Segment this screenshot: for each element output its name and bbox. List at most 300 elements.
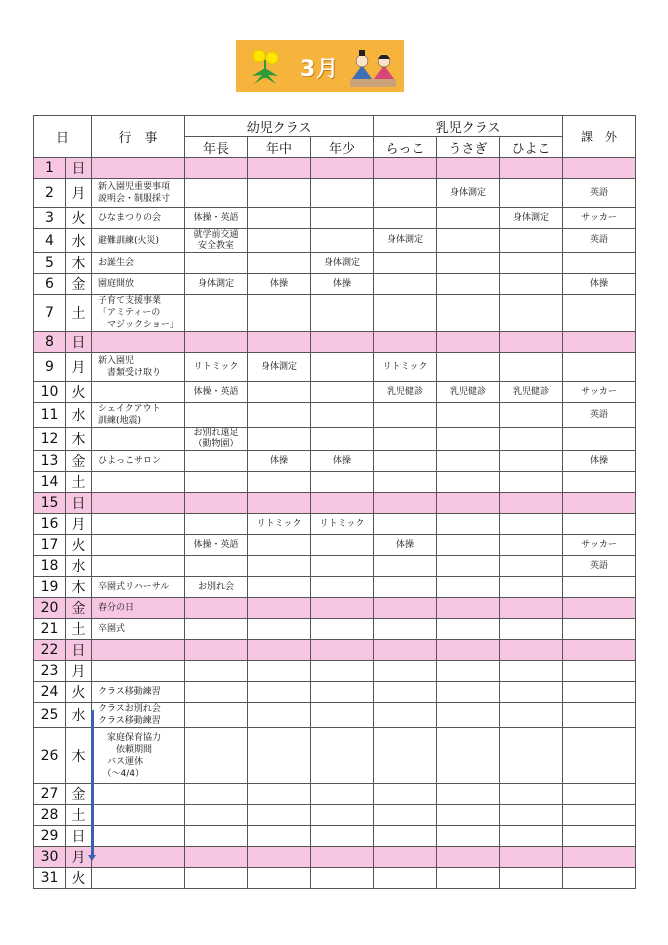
- weekday: 土: [66, 472, 92, 493]
- class-activity-cell: [374, 179, 437, 208]
- class-activity-cell: [248, 682, 311, 703]
- day-row: [34, 274, 636, 295]
- class-activity-cell: [500, 728, 563, 784]
- extracurricular-cell: [563, 158, 636, 179]
- class-activity-cell: [185, 728, 248, 784]
- day-number: 14: [34, 472, 66, 493]
- day-number: 25: [34, 703, 66, 728]
- class-activity-cell: [500, 703, 563, 728]
- class-activity-cell: [311, 556, 374, 577]
- class-activity-cell: [248, 472, 311, 493]
- class-activity-cell: [248, 598, 311, 619]
- class-activity-cell: [311, 784, 374, 805]
- weekday: 火: [66, 535, 92, 556]
- class-activity-cell: [185, 472, 248, 493]
- class-activity-cell: [437, 619, 500, 640]
- class-activity-cell: [500, 577, 563, 598]
- event-line: 卒園式: [98, 624, 126, 634]
- day-number: 8: [34, 332, 66, 353]
- class-activity-cell: [311, 332, 374, 353]
- weekday: 日: [66, 332, 92, 353]
- class-activity-cell: [437, 295, 500, 332]
- class-activity-cell: [437, 451, 500, 472]
- class-activity-cell: [248, 295, 311, 332]
- extracurricular-cell: [563, 703, 636, 728]
- extracurricular-cell: [563, 577, 636, 598]
- class-activity-cell: [185, 403, 248, 428]
- day-number: 19: [34, 577, 66, 598]
- class-activity-cell: [374, 826, 437, 847]
- class-activity-cell: [437, 472, 500, 493]
- header-class-nensho: 年少: [311, 137, 374, 158]
- event-cell: [92, 295, 185, 332]
- event-line: マジックショー」: [98, 320, 179, 330]
- weekday: 木: [66, 728, 92, 784]
- class-activity-cell: リトミック: [311, 514, 374, 535]
- class-activity-cell: [248, 556, 311, 577]
- class-activity-cell: [248, 493, 311, 514]
- class-activity-cell: [437, 728, 500, 784]
- class-activity-cell: [500, 826, 563, 847]
- day-row: [34, 640, 636, 661]
- class-activity-cell: [185, 295, 248, 332]
- extracurricular-cell: [563, 682, 636, 703]
- class-activity-cell: [185, 784, 248, 805]
- extracurricular-cell: [563, 428, 636, 451]
- event-cell: [92, 728, 185, 784]
- class-activity-cell: [248, 535, 311, 556]
- weekday: 日: [66, 640, 92, 661]
- class-activity-cell: [500, 640, 563, 661]
- event-cell: [92, 274, 185, 295]
- extracurricular-cell: [563, 253, 636, 274]
- class-activity-cell: [500, 493, 563, 514]
- class-activity-cell: 体操: [311, 274, 374, 295]
- class-activity-cell: [437, 208, 500, 229]
- event-line: 新入園児: [98, 356, 135, 366]
- day-number: 9: [34, 353, 66, 382]
- event-line: （～4/4）: [98, 768, 145, 779]
- class-activity-cell: [374, 428, 437, 451]
- weekday: 月: [66, 179, 92, 208]
- event-cell: [92, 472, 185, 493]
- class-activity-cell: [311, 535, 374, 556]
- class-activity-cell: 身体測定: [248, 353, 311, 382]
- day-row: [34, 353, 636, 382]
- day-row: [34, 826, 636, 847]
- event-cell: [92, 332, 185, 353]
- event-cell: [92, 868, 185, 889]
- day-number: 4: [34, 229, 66, 253]
- event-cell: [92, 640, 185, 661]
- class-activity-cell: [185, 179, 248, 208]
- header-class-hiyoko: ひよこ: [500, 137, 563, 158]
- class-activity-cell: お別れ遠足 （動物園）: [185, 428, 248, 451]
- day-row: [34, 208, 636, 229]
- header-class-nencho: 年長: [185, 137, 248, 158]
- event-cell: [92, 598, 185, 619]
- event-cell: [92, 805, 185, 826]
- extracurricular-cell: 体操: [563, 451, 636, 472]
- extracurricular-cell: サッカー: [563, 535, 636, 556]
- event-cell: [92, 661, 185, 682]
- day-number: 5: [34, 253, 66, 274]
- class-activity-cell: [500, 868, 563, 889]
- class-activity-cell: [437, 274, 500, 295]
- header-class-usagi: うさぎ: [437, 137, 500, 158]
- class-activity-cell: [185, 253, 248, 274]
- period-arrow-head: [88, 855, 96, 861]
- weekday: 火: [66, 868, 92, 889]
- class-activity-cell: [500, 179, 563, 208]
- event-line: お誕生会: [98, 258, 135, 268]
- class-activity-cell: [311, 868, 374, 889]
- extracurricular-cell: [563, 868, 636, 889]
- class-activity-cell: 乳児健診: [437, 382, 500, 403]
- class-activity-cell: リトミック: [248, 514, 311, 535]
- class-activity-cell: [248, 229, 311, 253]
- day-row: [34, 868, 636, 889]
- class-activity-cell: [437, 868, 500, 889]
- class-activity-cell: [374, 682, 437, 703]
- class-activity-cell: [311, 598, 374, 619]
- extracurricular-cell: [563, 514, 636, 535]
- extracurricular-cell: [563, 295, 636, 332]
- weekday: 金: [66, 451, 92, 472]
- class-activity-cell: [248, 253, 311, 274]
- event-line: 「アミティーの: [98, 308, 161, 318]
- header-class-rakko: らっこ: [374, 137, 437, 158]
- class-activity-cell: [500, 353, 563, 382]
- class-activity-cell: 身体測定: [311, 253, 374, 274]
- extracurricular-cell: [563, 784, 636, 805]
- class-activity-cell: [500, 619, 563, 640]
- day-number: 7: [34, 295, 66, 332]
- class-activity-cell: 体操: [248, 274, 311, 295]
- day-row: [34, 577, 636, 598]
- class-activity-cell: [374, 332, 437, 353]
- weekday: 日: [66, 158, 92, 179]
- month-banner: [236, 40, 404, 92]
- class-activity-cell: [311, 158, 374, 179]
- class-activity-cell: 体操・英語: [185, 535, 248, 556]
- class-activity-cell: [248, 784, 311, 805]
- event-cell: [92, 208, 185, 229]
- class-activity-cell: [437, 514, 500, 535]
- class-activity-cell: [500, 661, 563, 682]
- class-activity-cell: [374, 403, 437, 428]
- day-row: [34, 598, 636, 619]
- event-cell: [92, 158, 185, 179]
- class-activity-cell: [374, 274, 437, 295]
- class-activity-cell: [500, 556, 563, 577]
- event-line: シェイクアウト: [98, 404, 161, 414]
- weekday: 木: [66, 577, 92, 598]
- day-row: [34, 332, 636, 353]
- class-activity-cell: [248, 640, 311, 661]
- class-activity-cell: [248, 619, 311, 640]
- event-line: 説明会・制服採寸: [98, 194, 171, 204]
- class-activity-cell: [248, 428, 311, 451]
- day-number: 3: [34, 208, 66, 229]
- weekday: 火: [66, 382, 92, 403]
- header-class-nenchu: 年中: [248, 137, 311, 158]
- class-activity-cell: [248, 703, 311, 728]
- class-activity-cell: [374, 728, 437, 784]
- class-activity-cell: [248, 208, 311, 229]
- day-number: 30: [34, 847, 66, 868]
- class-activity-cell: [185, 868, 248, 889]
- class-activity-cell: [374, 805, 437, 826]
- event-line: 春分の日: [98, 603, 135, 613]
- day-row: [34, 703, 636, 728]
- extracurricular-cell: [563, 847, 636, 868]
- extracurricular-cell: [563, 728, 636, 784]
- day-row: [34, 253, 636, 274]
- schedule-table: [33, 115, 636, 889]
- class-activity-cell: [248, 847, 311, 868]
- weekday: 日: [66, 826, 92, 847]
- event-cell: [92, 428, 185, 451]
- event-line: クラス移動練習: [98, 687, 161, 697]
- class-activity-cell: 乳児健診: [500, 382, 563, 403]
- class-activity-cell: [500, 847, 563, 868]
- day-number: 12: [34, 428, 66, 451]
- event-cell: [92, 382, 185, 403]
- day-number: 18: [34, 556, 66, 577]
- day-row: [34, 847, 636, 868]
- class-activity-cell: 体操: [374, 535, 437, 556]
- extracurricular-cell: 英語: [563, 403, 636, 428]
- class-activity-cell: [374, 208, 437, 229]
- class-activity-cell: 身体測定: [500, 208, 563, 229]
- day-row: [34, 179, 636, 208]
- event-line: 依頼期間: [98, 744, 153, 755]
- class-activity-cell: [311, 826, 374, 847]
- class-activity-cell: [437, 353, 500, 382]
- class-activity-cell: [311, 640, 374, 661]
- class-activity-cell: [437, 598, 500, 619]
- class-activity-cell: [374, 847, 437, 868]
- class-activity-cell: [248, 826, 311, 847]
- class-activity-cell: [374, 158, 437, 179]
- hina-dolls-icon: [348, 45, 398, 89]
- extracurricular-cell: [563, 598, 636, 619]
- class-activity-cell: [185, 451, 248, 472]
- class-activity-cell: [500, 805, 563, 826]
- class-activity-cell: [500, 403, 563, 428]
- header-extracurricular: 課 外: [563, 116, 636, 158]
- header-infant-classes: 乳児クラス: [374, 116, 563, 137]
- weekday: 日: [66, 493, 92, 514]
- day-row: [34, 661, 636, 682]
- weekday: 月: [66, 847, 92, 868]
- day-row: [34, 493, 636, 514]
- class-activity-cell: [311, 728, 374, 784]
- weekday: 月: [66, 353, 92, 382]
- day-number: 13: [34, 451, 66, 472]
- weekday: 水: [66, 403, 92, 428]
- class-activity-cell: [185, 556, 248, 577]
- class-activity-cell: [248, 661, 311, 682]
- class-activity-cell: [437, 703, 500, 728]
- day-row: [34, 428, 636, 451]
- day-row: [34, 403, 636, 428]
- period-arrow-line: [91, 710, 94, 857]
- class-activity-cell: [500, 158, 563, 179]
- day-number: 16: [34, 514, 66, 535]
- weekday: 木: [66, 428, 92, 451]
- event-line: クラス移動練習: [98, 716, 161, 726]
- day-number: 10: [34, 382, 66, 403]
- class-activity-cell: [374, 661, 437, 682]
- header-day: 日: [34, 116, 92, 158]
- event-cell: [92, 619, 185, 640]
- weekday: 土: [66, 295, 92, 332]
- class-activity-cell: [437, 428, 500, 451]
- class-activity-cell: [374, 493, 437, 514]
- day-row: [34, 784, 636, 805]
- class-activity-cell: 乳児健診: [374, 382, 437, 403]
- header-event: 行 事: [92, 116, 185, 158]
- class-activity-cell: 身体測定: [185, 274, 248, 295]
- class-activity-cell: [311, 208, 374, 229]
- class-activity-cell: [248, 577, 311, 598]
- event-line: バス運休: [98, 756, 144, 767]
- event-cell: [92, 577, 185, 598]
- class-activity-cell: [500, 682, 563, 703]
- extracurricular-cell: [563, 353, 636, 382]
- class-activity-cell: [437, 493, 500, 514]
- class-activity-cell: [185, 826, 248, 847]
- class-activity-cell: [374, 295, 437, 332]
- weekday: 土: [66, 805, 92, 826]
- event-line: 子育て支援事業: [98, 296, 162, 306]
- event-line: 卒園式リハーサル: [98, 582, 170, 592]
- class-activity-cell: 身体測定: [374, 229, 437, 253]
- class-activity-cell: 体操・英語: [185, 382, 248, 403]
- weekday: 水: [66, 703, 92, 728]
- event-line: 家庭保育協力: [98, 732, 162, 743]
- extracurricular-cell: [563, 640, 636, 661]
- extracurricular-cell: サッカー: [563, 382, 636, 403]
- class-activity-cell: [500, 784, 563, 805]
- class-activity-cell: [248, 868, 311, 889]
- weekday: 火: [66, 682, 92, 703]
- class-activity-cell: [311, 403, 374, 428]
- weekday: 水: [66, 229, 92, 253]
- month-title: 3月: [300, 57, 340, 82]
- class-activity-cell: [437, 682, 500, 703]
- class-activity-cell: [500, 332, 563, 353]
- extracurricular-cell: [563, 619, 636, 640]
- class-activity-cell: [311, 382, 374, 403]
- class-activity-cell: [500, 274, 563, 295]
- class-activity-cell: [185, 682, 248, 703]
- day-row: [34, 158, 636, 179]
- class-activity-cell: [311, 353, 374, 382]
- class-activity-cell: [500, 295, 563, 332]
- weekday: 火: [66, 208, 92, 229]
- event-cell: [92, 784, 185, 805]
- class-activity-cell: [374, 868, 437, 889]
- event-cell: [92, 514, 185, 535]
- event-cell: [92, 535, 185, 556]
- class-activity-cell: [374, 253, 437, 274]
- class-activity-cell: [248, 403, 311, 428]
- class-activity-cell: 体操: [248, 451, 311, 472]
- event-cell: [92, 703, 185, 728]
- class-activity-cell: [248, 158, 311, 179]
- weekday: 水: [66, 556, 92, 577]
- event-cell: [92, 253, 185, 274]
- class-activity-cell: [311, 619, 374, 640]
- day-number: 1: [34, 158, 66, 179]
- class-activity-cell: [500, 451, 563, 472]
- class-activity-cell: [374, 703, 437, 728]
- class-activity-cell: [437, 556, 500, 577]
- extracurricular-cell: 英語: [563, 556, 636, 577]
- class-activity-cell: [185, 158, 248, 179]
- class-activity-cell: [437, 661, 500, 682]
- event-cell: [92, 229, 185, 253]
- extracurricular-cell: [563, 493, 636, 514]
- class-activity-cell: [185, 514, 248, 535]
- event-line: ひなまつりの会: [98, 213, 162, 223]
- extracurricular-cell: 体操: [563, 274, 636, 295]
- class-activity-cell: [437, 640, 500, 661]
- class-activity-cell: [185, 619, 248, 640]
- weekday: 金: [66, 598, 92, 619]
- class-activity-cell: [500, 428, 563, 451]
- class-activity-cell: [437, 535, 500, 556]
- class-activity-cell: [374, 577, 437, 598]
- class-activity-cell: [374, 784, 437, 805]
- class-activity-cell: [437, 229, 500, 253]
- event-cell: [92, 451, 185, 472]
- class-activity-cell: [374, 514, 437, 535]
- day-row: [34, 472, 636, 493]
- event-line: 園庭開放: [98, 279, 135, 289]
- class-activity-cell: [374, 640, 437, 661]
- class-activity-cell: [185, 661, 248, 682]
- class-activity-cell: [311, 179, 374, 208]
- extracurricular-cell: 英語: [563, 229, 636, 253]
- day-number: 23: [34, 661, 66, 682]
- class-activity-cell: [311, 493, 374, 514]
- day-number: 6: [34, 274, 66, 295]
- class-activity-cell: [437, 784, 500, 805]
- class-activity-cell: [311, 703, 374, 728]
- event-line: 避難訓練(火災): [98, 235, 160, 246]
- class-activity-cell: [311, 472, 374, 493]
- extracurricular-cell: [563, 332, 636, 353]
- class-activity-cell: [185, 805, 248, 826]
- class-activity-cell: [185, 598, 248, 619]
- class-activity-cell: [185, 332, 248, 353]
- day-number: 26: [34, 728, 66, 784]
- header-kindergarten-classes: 幼児クラス: [185, 116, 374, 137]
- class-activity-cell: [185, 493, 248, 514]
- class-activity-cell: [311, 805, 374, 826]
- weekday: 土: [66, 619, 92, 640]
- class-activity-cell: [437, 332, 500, 353]
- class-activity-cell: [311, 847, 374, 868]
- class-activity-cell: [248, 805, 311, 826]
- day-row: [34, 619, 636, 640]
- class-activity-cell: [374, 619, 437, 640]
- class-activity-cell: リトミック: [374, 353, 437, 382]
